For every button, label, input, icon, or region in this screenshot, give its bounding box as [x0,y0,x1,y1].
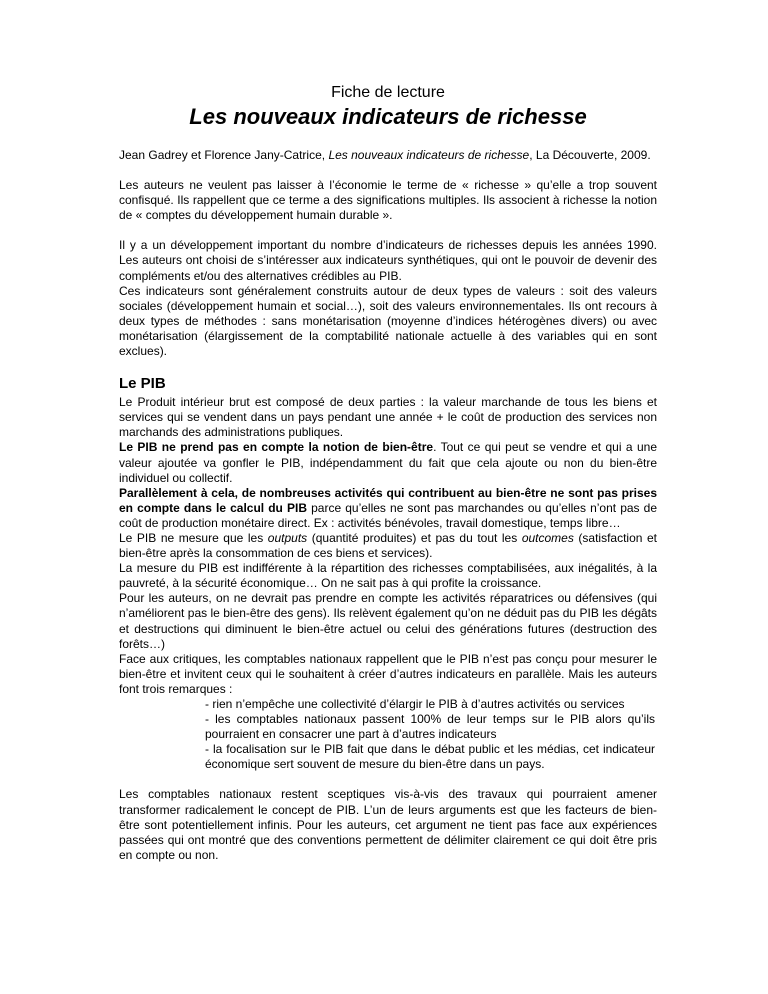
section-heading-pib: Le PIB [119,375,166,393]
document-title: Les nouveaux indicateurs de richesse [189,104,587,129]
term-outcomes: outcomes [521,530,574,545]
list-item: - la focalisation sur le PIB fait que dans le débat public et les médias, cet indicateur économique sert souvent de mesure du bien-être dans un pays. [205,742,655,772]
intro-paragraph-3: Ces indicateurs sont généralement construits autour de deux types de valeurs : soit des valeurs sociales (développement humain et social…), soit des valeurs environnementales. Ils ont recours à deux types de méthodes : sans monétarisation (moyenne d’indices hétérogènes divers) ou avec monétarisation (élargissement de la comptabilité nationale actuelle à des variables qui en sont exclues). [119,283,657,359]
pib-paragraph-4 [119,531,657,561]
remarks-list [119,697,657,772]
pib-paragraph-2-bold: Le PIB ne prend pas en compte la notion de bien-être [119,440,434,455]
reference-book-title: Les nouveaux indicateurs de richesse [328,148,530,162]
reference-authors: Jean Gadrey et Florence Jany-Catrice, [119,148,329,162]
pib-paragraph-2-rest: . Tout ce qui peut se vendre et qui a une valeur ajoutée va gonfler le PIB, indépendamment du fait que cela ajoute ou non du bien-être individuel ou collectif. [119,440,657,485]
pib-paragraph-6: Pour les auteurs, on ne devrait pas prendre en compte les activités réparatrices ou défensives (qui n’améliorent pas le bien-être des gens). Ils relèvent également qu’on ne déduit pas du PIB les dégâts et destructions qui diminuent le bien-être actuel ou celui des générations futures (destruction des forêts…) [119,591,657,651]
pib-paragraph-5: La mesure du PIB est indifférente à la répartition des richesses comptabilisées, aux inégalités, à la pauvreté, à la sécurité économique… On ne sait pas à qui profite la croissance. [119,561,657,591]
reference-publisher: , La Découverte, 2009. [529,148,651,162]
pib-paragraph-4-c: (satisfaction et bien-être après la consommation de ces biens et services). [119,530,658,561]
book-reference [119,148,657,163]
pib-paragraph-8: Les comptables nationaux restent sceptiques vis-à-vis des travaux qui pourraient amener transformer radicalement le concept de PIB. L’un de leurs arguments est que les facteurs de bien-être sont potentiellement infinis. Pour les auteurs, cet argument ne tient pas face aux expériences passées qui ont montré que des conventions permettent de délimiter clairement ce qui doit être pris en compte ou non. [119,787,657,862]
pib-paragraph-3-rest: parce qu’elles ne sont pas marchandes ou qu’elles n’ont pas de coût de production monétaire direct. Ex : activités bénévoles, travail domestique, temps libre… [119,500,657,530]
list-item: - rien n’empêche une collectivité d’élargir le PIB à d’autres activités ou services [205,697,625,711]
intro-paragraph-1: Les auteurs ne veulent pas laisser à l’économie le terme de « richesse » qu’elle a trop souvent confisqué. Ils rappellent que ce terme a des significations multiples. Ils associent à richesse la notion de « comptes du développement humain durable ». [119,178,657,223]
pib-paragraph-2 [119,440,657,485]
document-kicker: Fiche de lecture [331,84,445,101]
term-outputs: outputs [267,530,308,545]
pib-paragraph-4-b: (quantité produites) et pas du tout les [307,530,522,545]
pib-paragraph-7: Face aux critiques, les comptables nationaux rappellent que le PIB n’est pas conçu pour mesurer le bien-être et invitent ceux qui le souhaitent à créer d’autres indicateurs en parallèle. Mais les auteurs font trois remarques : [119,651,657,696]
pib-paragraph-3-bold: Parallèlement à cela, de nombreuses activités qui contribuent au bien-être ne sont pas prises en compte dans le calcul du PIB [119,485,657,515]
pib-paragraph-4-a: Le PIB ne mesure que les [119,530,268,545]
pib-paragraph-3 [119,486,657,531]
intro-paragraph-2: Il y a un développement important du nombre d’indicateurs de richesses depuis les années 1990. Les auteurs ont choisi de s’intéresser aux indicateurs synthétiques, qui ont le pouvoir de devenir des compléments et/ou des alternatives crédibles au PIB. [119,238,657,283]
list-item: - les comptables nationaux passent 100% de leur temps sur le PIB alors qu’ils pourraient en consacrer une part à d’autres indicateurs [205,712,655,742]
document-page [119,83,657,863]
pib-paragraph-1: Le Produit intérieur brut est composé de deux parties : la valeur marchande de tous les biens et services qui se vendent dans un pays pendant une année + le coût de production des services non marchands des administrations publiques. [119,395,657,440]
